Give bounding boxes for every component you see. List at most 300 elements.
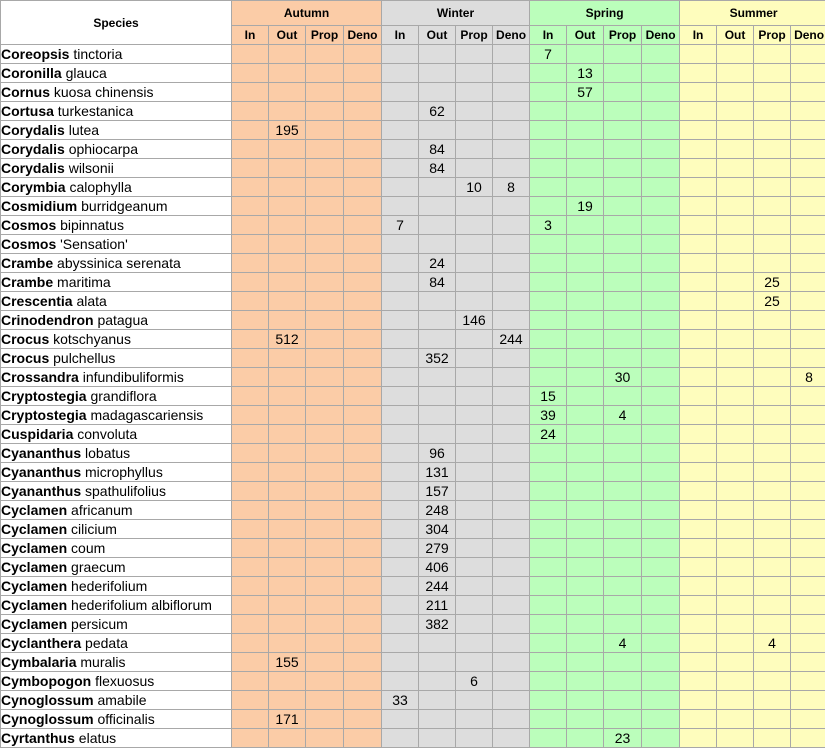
value-cell-summer-out xyxy=(717,672,754,691)
value-cell-summer-deno xyxy=(791,615,825,634)
value-cell-spring-in: 7 xyxy=(530,45,567,64)
table-row xyxy=(1,368,825,387)
value-cell-autumn-deno xyxy=(344,577,382,596)
species-name-cell xyxy=(1,311,232,330)
value-cell-autumn-out xyxy=(269,387,306,406)
value-cell-summer-prop xyxy=(754,729,791,748)
value-cell-spring-out xyxy=(567,463,604,482)
value-cell-autumn-in xyxy=(232,121,269,140)
value-cell-summer-in xyxy=(680,330,717,349)
species-epithet: pedata xyxy=(85,635,128,651)
season-header-row xyxy=(1,1,825,26)
value-cell-summer-in xyxy=(680,140,717,159)
value-cell-winter-deno xyxy=(493,102,530,121)
value-cell-winter-prop xyxy=(456,368,493,387)
value-cell-spring-in xyxy=(530,634,567,653)
value-cell-winter-deno: 244 xyxy=(493,330,530,349)
value-cell-winter-out xyxy=(419,634,456,653)
value-cell-winter-deno xyxy=(493,615,530,634)
species-name-cell xyxy=(1,653,232,672)
value-cell-summer-deno xyxy=(791,672,825,691)
value-cell-winter-deno xyxy=(493,558,530,577)
value-cell-summer-deno xyxy=(791,159,825,178)
value-cell-autumn-deno xyxy=(344,596,382,615)
species-name-cell xyxy=(1,330,232,349)
value-cell-spring-out xyxy=(567,615,604,634)
season-header-winter: Winter xyxy=(382,1,530,26)
value-cell-spring-out xyxy=(567,311,604,330)
value-cell-winter-out: 211 xyxy=(419,596,456,615)
genus-name: Cyclamen xyxy=(1,521,68,537)
table-row xyxy=(1,444,825,463)
table-row xyxy=(1,691,825,710)
value-cell-autumn-in xyxy=(232,520,269,539)
value-cell-winter-in xyxy=(382,672,419,691)
value-cell-spring-deno xyxy=(642,64,680,83)
value-cell-spring-prop xyxy=(604,254,642,273)
value-cell-summer-prop xyxy=(754,615,791,634)
value-cell-summer-out xyxy=(717,330,754,349)
value-cell-spring-prop xyxy=(604,691,642,710)
value-cell-autumn-prop xyxy=(306,273,344,292)
species-epithet: convoluta xyxy=(77,426,138,442)
value-cell-summer-prop xyxy=(754,197,791,216)
table-row xyxy=(1,520,825,539)
value-cell-winter-out: 406 xyxy=(419,558,456,577)
value-cell-summer-out xyxy=(717,482,754,501)
species-epithet: pulchellus xyxy=(53,350,116,366)
value-cell-summer-prop xyxy=(754,444,791,463)
value-cell-spring-prop xyxy=(604,178,642,197)
value-cell-summer-in xyxy=(680,273,717,292)
value-cell-summer-prop xyxy=(754,330,791,349)
genus-name: Cryptostegia xyxy=(1,388,87,404)
value-cell-spring-out xyxy=(567,292,604,311)
value-cell-spring-deno xyxy=(642,292,680,311)
value-cell-summer-out xyxy=(717,539,754,558)
value-cell-autumn-prop xyxy=(306,425,344,444)
table-row xyxy=(1,121,825,140)
value-cell-summer-out xyxy=(717,254,754,273)
value-cell-autumn-in xyxy=(232,729,269,748)
table-row xyxy=(1,83,825,102)
value-cell-winter-prop xyxy=(456,501,493,520)
value-cell-summer-prop xyxy=(754,159,791,178)
value-cell-spring-prop xyxy=(604,159,642,178)
value-cell-winter-out: 84 xyxy=(419,140,456,159)
value-cell-winter-in xyxy=(382,64,419,83)
value-cell-autumn-deno xyxy=(344,691,382,710)
table-row xyxy=(1,596,825,615)
value-cell-autumn-prop xyxy=(306,349,344,368)
value-cell-summer-deno xyxy=(791,710,825,729)
value-cell-summer-out xyxy=(717,425,754,444)
value-cell-winter-prop xyxy=(456,444,493,463)
value-cell-summer-prop xyxy=(754,349,791,368)
sub-header-summer-prop: Prop xyxy=(754,26,791,45)
value-cell-winter-out: 62 xyxy=(419,102,456,121)
value-cell-winter-deno xyxy=(493,710,530,729)
value-cell-autumn-out xyxy=(269,45,306,64)
value-cell-spring-in xyxy=(530,653,567,672)
value-cell-spring-in xyxy=(530,368,567,387)
value-cell-winter-in xyxy=(382,482,419,501)
value-cell-summer-in xyxy=(680,615,717,634)
value-cell-summer-out xyxy=(717,83,754,102)
value-cell-winter-deno xyxy=(493,482,530,501)
species-name-cell xyxy=(1,406,232,425)
table-row xyxy=(1,387,825,406)
value-cell-winter-out: 248 xyxy=(419,501,456,520)
value-cell-autumn-out xyxy=(269,273,306,292)
value-cell-winter-prop xyxy=(456,330,493,349)
value-cell-spring-prop xyxy=(604,463,642,482)
value-cell-summer-deno xyxy=(791,425,825,444)
species-epithet: alata xyxy=(76,293,107,309)
value-cell-winter-deno xyxy=(493,463,530,482)
value-cell-summer-in xyxy=(680,501,717,520)
species-name-cell xyxy=(1,482,232,501)
value-cell-spring-deno xyxy=(642,178,680,197)
species-name-cell xyxy=(1,178,232,197)
value-cell-spring-out xyxy=(567,653,604,672)
value-cell-autumn-out xyxy=(269,520,306,539)
sub-header-winter-prop: Prop xyxy=(456,26,493,45)
value-cell-spring-prop xyxy=(604,444,642,463)
value-cell-winter-prop xyxy=(456,140,493,159)
value-cell-autumn-out: 512 xyxy=(269,330,306,349)
value-cell-winter-out xyxy=(419,406,456,425)
value-cell-spring-prop xyxy=(604,520,642,539)
species-name-cell xyxy=(1,254,232,273)
value-cell-winter-out: 131 xyxy=(419,463,456,482)
value-cell-summer-out xyxy=(717,216,754,235)
value-cell-summer-deno xyxy=(791,387,825,406)
value-cell-autumn-in xyxy=(232,254,269,273)
value-cell-spring-prop xyxy=(604,216,642,235)
value-cell-winter-deno xyxy=(493,425,530,444)
species-name-cell xyxy=(1,292,232,311)
value-cell-summer-in xyxy=(680,235,717,254)
value-cell-winter-in xyxy=(382,444,419,463)
value-cell-summer-in xyxy=(680,558,717,577)
value-cell-summer-in xyxy=(680,159,717,178)
table-row xyxy=(1,729,825,748)
value-cell-spring-out xyxy=(567,216,604,235)
value-cell-winter-prop xyxy=(456,558,493,577)
value-cell-autumn-prop xyxy=(306,558,344,577)
value-cell-winter-in: 33 xyxy=(382,691,419,710)
table-row xyxy=(1,216,825,235)
value-cell-spring-deno xyxy=(642,330,680,349)
species-name-cell xyxy=(1,520,232,539)
value-cell-autumn-prop xyxy=(306,235,344,254)
value-cell-summer-out xyxy=(717,406,754,425)
table-row xyxy=(1,330,825,349)
species-name-cell xyxy=(1,235,232,254)
table-row xyxy=(1,406,825,425)
value-cell-winter-out xyxy=(419,672,456,691)
value-cell-spring-deno xyxy=(642,577,680,596)
value-cell-winter-prop xyxy=(456,653,493,672)
value-cell-autumn-in xyxy=(232,425,269,444)
value-cell-winter-in xyxy=(382,558,419,577)
value-cell-winter-deno xyxy=(493,653,530,672)
value-cell-summer-prop xyxy=(754,368,791,387)
value-cell-winter-deno xyxy=(493,235,530,254)
value-cell-autumn-in xyxy=(232,45,269,64)
value-cell-summer-in xyxy=(680,216,717,235)
value-cell-winter-in xyxy=(382,254,419,273)
value-cell-spring-in xyxy=(530,710,567,729)
species-name-cell xyxy=(1,83,232,102)
value-cell-autumn-prop xyxy=(306,197,344,216)
value-cell-spring-in: 15 xyxy=(530,387,567,406)
value-cell-autumn-prop xyxy=(306,159,344,178)
value-cell-summer-prop xyxy=(754,102,791,121)
value-cell-autumn-out xyxy=(269,140,306,159)
value-cell-autumn-prop xyxy=(306,710,344,729)
value-cell-summer-in xyxy=(680,83,717,102)
value-cell-summer-in xyxy=(680,406,717,425)
value-cell-summer-deno xyxy=(791,121,825,140)
value-cell-spring-out xyxy=(567,596,604,615)
value-cell-spring-deno xyxy=(642,672,680,691)
value-cell-winter-deno xyxy=(493,387,530,406)
value-cell-spring-prop xyxy=(604,615,642,634)
value-cell-winter-deno xyxy=(493,520,530,539)
value-cell-spring-in xyxy=(530,178,567,197)
value-cell-winter-out xyxy=(419,368,456,387)
value-cell-winter-in xyxy=(382,368,419,387)
species-epithet: cilicium xyxy=(71,521,117,537)
value-cell-winter-prop xyxy=(456,729,493,748)
value-cell-autumn-deno xyxy=(344,292,382,311)
value-cell-winter-in xyxy=(382,729,419,748)
value-cell-winter-prop xyxy=(456,615,493,634)
value-cell-summer-out xyxy=(717,64,754,83)
value-cell-autumn-deno xyxy=(344,45,382,64)
species-name-cell xyxy=(1,691,232,710)
value-cell-autumn-out xyxy=(269,691,306,710)
value-cell-autumn-deno xyxy=(344,710,382,729)
value-cell-winter-in xyxy=(382,45,419,64)
value-cell-autumn-out xyxy=(269,178,306,197)
value-cell-autumn-prop xyxy=(306,121,344,140)
value-cell-autumn-out xyxy=(269,311,306,330)
value-cell-spring-prop xyxy=(604,121,642,140)
species-name-cell xyxy=(1,501,232,520)
value-cell-summer-deno xyxy=(791,577,825,596)
value-cell-spring-out xyxy=(567,672,604,691)
species-name-cell xyxy=(1,729,232,748)
value-cell-autumn-in xyxy=(232,368,269,387)
season-header-summer: Summer xyxy=(680,1,825,26)
species-epithet: calophylla xyxy=(69,179,132,195)
value-cell-autumn-prop xyxy=(306,539,344,558)
value-cell-autumn-in xyxy=(232,615,269,634)
value-cell-autumn-out xyxy=(269,539,306,558)
sub-header-winter-in: In xyxy=(382,26,419,45)
value-cell-winter-in xyxy=(382,634,419,653)
value-cell-summer-out xyxy=(717,45,754,64)
species-epithet: africanum xyxy=(71,502,133,518)
value-cell-winter-in xyxy=(382,520,419,539)
table-row xyxy=(1,539,825,558)
value-cell-spring-out xyxy=(567,558,604,577)
species-epithet: persicum xyxy=(71,616,128,632)
value-cell-summer-out xyxy=(717,520,754,539)
value-cell-summer-in xyxy=(680,197,717,216)
value-cell-summer-in xyxy=(680,178,717,197)
value-cell-autumn-in xyxy=(232,463,269,482)
value-cell-winter-prop xyxy=(456,197,493,216)
value-cell-winter-deno xyxy=(493,596,530,615)
value-cell-winter-deno xyxy=(493,121,530,140)
value-cell-summer-prop xyxy=(754,577,791,596)
genus-name: Crinodendron xyxy=(1,312,94,328)
value-cell-spring-in xyxy=(530,520,567,539)
species-epithet: madagascariensis xyxy=(90,407,204,423)
value-cell-summer-prop: 25 xyxy=(754,292,791,311)
species-epithet: elatus xyxy=(78,730,117,746)
value-cell-summer-prop: 4 xyxy=(754,634,791,653)
value-cell-summer-in xyxy=(680,311,717,330)
value-cell-autumn-in xyxy=(232,406,269,425)
value-cell-summer-deno xyxy=(791,444,825,463)
value-cell-winter-prop xyxy=(456,710,493,729)
value-cell-autumn-prop xyxy=(306,254,344,273)
genus-name: Crambe xyxy=(1,255,54,271)
value-cell-spring-prop: 23 xyxy=(604,729,642,748)
genus-name: Cynoglossum xyxy=(1,711,94,727)
value-cell-autumn-in xyxy=(232,387,269,406)
species-epithet: infundibuliformis xyxy=(82,369,184,385)
genus-name: Cyclamen xyxy=(1,559,68,575)
value-cell-winter-in xyxy=(382,406,419,425)
value-cell-summer-out xyxy=(717,368,754,387)
table-row xyxy=(1,653,825,672)
value-cell-summer-deno xyxy=(791,520,825,539)
value-cell-spring-in xyxy=(530,729,567,748)
value-cell-autumn-deno xyxy=(344,178,382,197)
value-cell-spring-prop xyxy=(604,140,642,159)
species-epithet: hederifolium xyxy=(71,578,148,594)
table-row xyxy=(1,254,825,273)
value-cell-winter-out xyxy=(419,216,456,235)
value-cell-summer-deno xyxy=(791,235,825,254)
value-cell-summer-in xyxy=(680,444,717,463)
value-cell-spring-deno xyxy=(642,710,680,729)
genus-name: Cuspidaria xyxy=(1,426,74,442)
value-cell-spring-prop xyxy=(604,539,642,558)
value-cell-winter-in xyxy=(382,710,419,729)
sub-header-winter-deno: Deno xyxy=(493,26,530,45)
species-name-cell xyxy=(1,710,232,729)
value-cell-autumn-in xyxy=(232,634,269,653)
value-cell-autumn-prop xyxy=(306,140,344,159)
value-cell-spring-deno xyxy=(642,311,680,330)
species-name-cell xyxy=(1,558,232,577)
value-cell-spring-deno xyxy=(642,425,680,444)
sub-header-spring-out: Out xyxy=(567,26,604,45)
genus-name: Corydalis xyxy=(1,141,65,157)
value-cell-summer-out xyxy=(717,691,754,710)
value-cell-autumn-in xyxy=(232,577,269,596)
species-epithet: coum xyxy=(71,540,106,556)
value-cell-summer-deno xyxy=(791,83,825,102)
value-cell-spring-out: 19 xyxy=(567,197,604,216)
value-cell-spring-out xyxy=(567,710,604,729)
value-cell-spring-in xyxy=(530,330,567,349)
value-cell-summer-prop xyxy=(754,558,791,577)
value-cell-autumn-deno xyxy=(344,159,382,178)
value-cell-autumn-prop xyxy=(306,634,344,653)
value-cell-winter-prop xyxy=(456,83,493,102)
value-cell-autumn-prop xyxy=(306,729,344,748)
value-cell-winter-prop xyxy=(456,254,493,273)
value-cell-summer-prop xyxy=(754,425,791,444)
value-cell-spring-in xyxy=(530,349,567,368)
value-cell-summer-prop: 25 xyxy=(754,273,791,292)
value-cell-winter-out xyxy=(419,64,456,83)
value-cell-autumn-out xyxy=(269,672,306,691)
value-cell-summer-deno xyxy=(791,216,825,235)
value-cell-winter-out xyxy=(419,235,456,254)
value-cell-autumn-out: 195 xyxy=(269,121,306,140)
value-cell-spring-deno xyxy=(642,558,680,577)
value-cell-spring-in xyxy=(530,539,567,558)
value-cell-winter-in xyxy=(382,596,419,615)
value-cell-spring-prop xyxy=(604,482,642,501)
species-column-header: Species xyxy=(1,1,232,45)
value-cell-winter-prop xyxy=(456,387,493,406)
value-cell-winter-prop xyxy=(456,691,493,710)
value-cell-spring-deno xyxy=(642,482,680,501)
value-cell-autumn-out xyxy=(269,596,306,615)
value-cell-summer-prop xyxy=(754,672,791,691)
value-cell-autumn-out xyxy=(269,558,306,577)
value-cell-winter-prop xyxy=(456,45,493,64)
value-cell-spring-in: 24 xyxy=(530,425,567,444)
genus-name: Crambe xyxy=(1,274,54,290)
value-cell-winter-deno: 8 xyxy=(493,178,530,197)
value-cell-autumn-prop xyxy=(306,596,344,615)
value-cell-spring-out xyxy=(567,406,604,425)
value-cell-summer-prop xyxy=(754,406,791,425)
genus-name: Cymbopogon xyxy=(1,673,92,689)
value-cell-autumn-deno xyxy=(344,558,382,577)
value-cell-spring-deno xyxy=(642,406,680,425)
value-cell-spring-prop xyxy=(604,311,642,330)
value-cell-summer-in xyxy=(680,691,717,710)
value-cell-winter-deno xyxy=(493,501,530,520)
value-cell-winter-deno xyxy=(493,691,530,710)
value-cell-autumn-deno xyxy=(344,216,382,235)
value-cell-summer-in xyxy=(680,672,717,691)
value-cell-summer-prop xyxy=(754,653,791,672)
species-epithet: turkestanica xyxy=(57,103,134,119)
value-cell-summer-deno xyxy=(791,406,825,425)
value-cell-winter-deno xyxy=(493,140,530,159)
value-cell-winter-deno xyxy=(493,349,530,368)
value-cell-spring-out xyxy=(567,140,604,159)
value-cell-autumn-out xyxy=(269,235,306,254)
value-cell-summer-deno xyxy=(791,558,825,577)
value-cell-summer-deno xyxy=(791,140,825,159)
value-cell-winter-out xyxy=(419,691,456,710)
value-cell-summer-in xyxy=(680,254,717,273)
